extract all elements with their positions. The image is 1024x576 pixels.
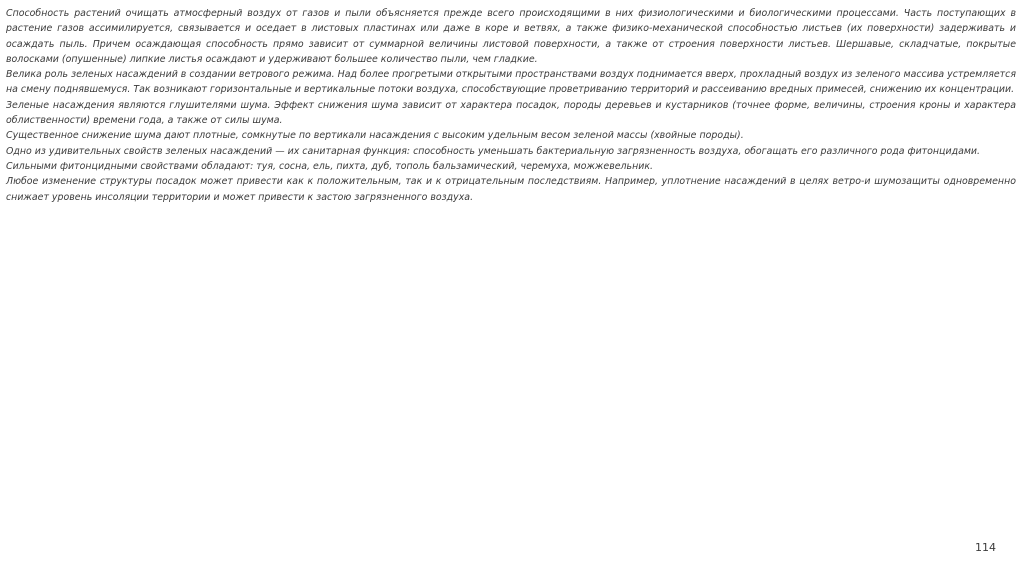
paragraph-phytoncide-species: Сильными фитонцидными свойствами обладают: туя, сосна, ель, пихта, дуб, тополь бальзамический, черемуха, можжевельник. (6, 160, 654, 172)
paragraph-sanitary-function: Одно из удивительных свойств зеленых насаждений — их санитарная функция: способность уменьшать бактериальную загрязненность воздуха, обогащать его различного рода фитонцидами. (6, 145, 981, 157)
paragraph-dense-plantings: Существенное снижение шума дают плотные, сомкнутые по вертикали насаждения с высоким удельным весом зеленой массы (хвойные породы). (6, 130, 744, 142)
document-body (6, 6, 1016, 205)
paragraph-structure-change: Любое изменение структуры посадок может привести как к положительным, так и к отрицательным последствиям. Например, уплотнение насаждений в целях ветро-и шумозащиты одновременно снижает уровень инсоляции территории и может привести к застою загрязненного воздуха. (6, 176, 1016, 203)
paragraph-wind-regime: Велика роль зеленых насаждений в создании ветрового режима. Над более прогретыми открытыми пространствами воздух поднимается вверх, прохладный воздух из зеленого массива устремляется на смену поднявшемуся. Так возникают горизонтальные и вертикальные потоки воздуха, способствующие проветриванию территорий и рассеиванию вредных примесей, снижению их концентрации. (6, 69, 1016, 96)
paragraph-noise-reduction: Зеленые насаждения являются глушителями шума. Эффект снижения шума зависит от характера посадок, породы деревьев и кустарников (точнее форме, величины, строения кроны и характера облиственности) времени года, а также от силы шума. (6, 99, 1016, 127)
paragraph-air-purification: Способность растений очищать атмосферный воздух от газов и пыли объясняется прежде всего происходящими в них физиологическими и биологическими процессами. Часть поступающих в растение газов ассимилируется, связывается и оседает в листовых пластинах или даже в коре и ветвях, а также физико-механической способностью листьев (их поверхности) задерживать и осаждать пыль. Причем осаждающая способность прямо зависит от суммарной величины листовой поверхности, а также от строения поверхности листьев. Шершавые, складчатые, покрытые волосками (опушенные) липкие листья осаждают и удерживают большее количество пыли, чем гладкие. (6, 8, 1016, 65)
page-number: 114 (975, 541, 996, 554)
